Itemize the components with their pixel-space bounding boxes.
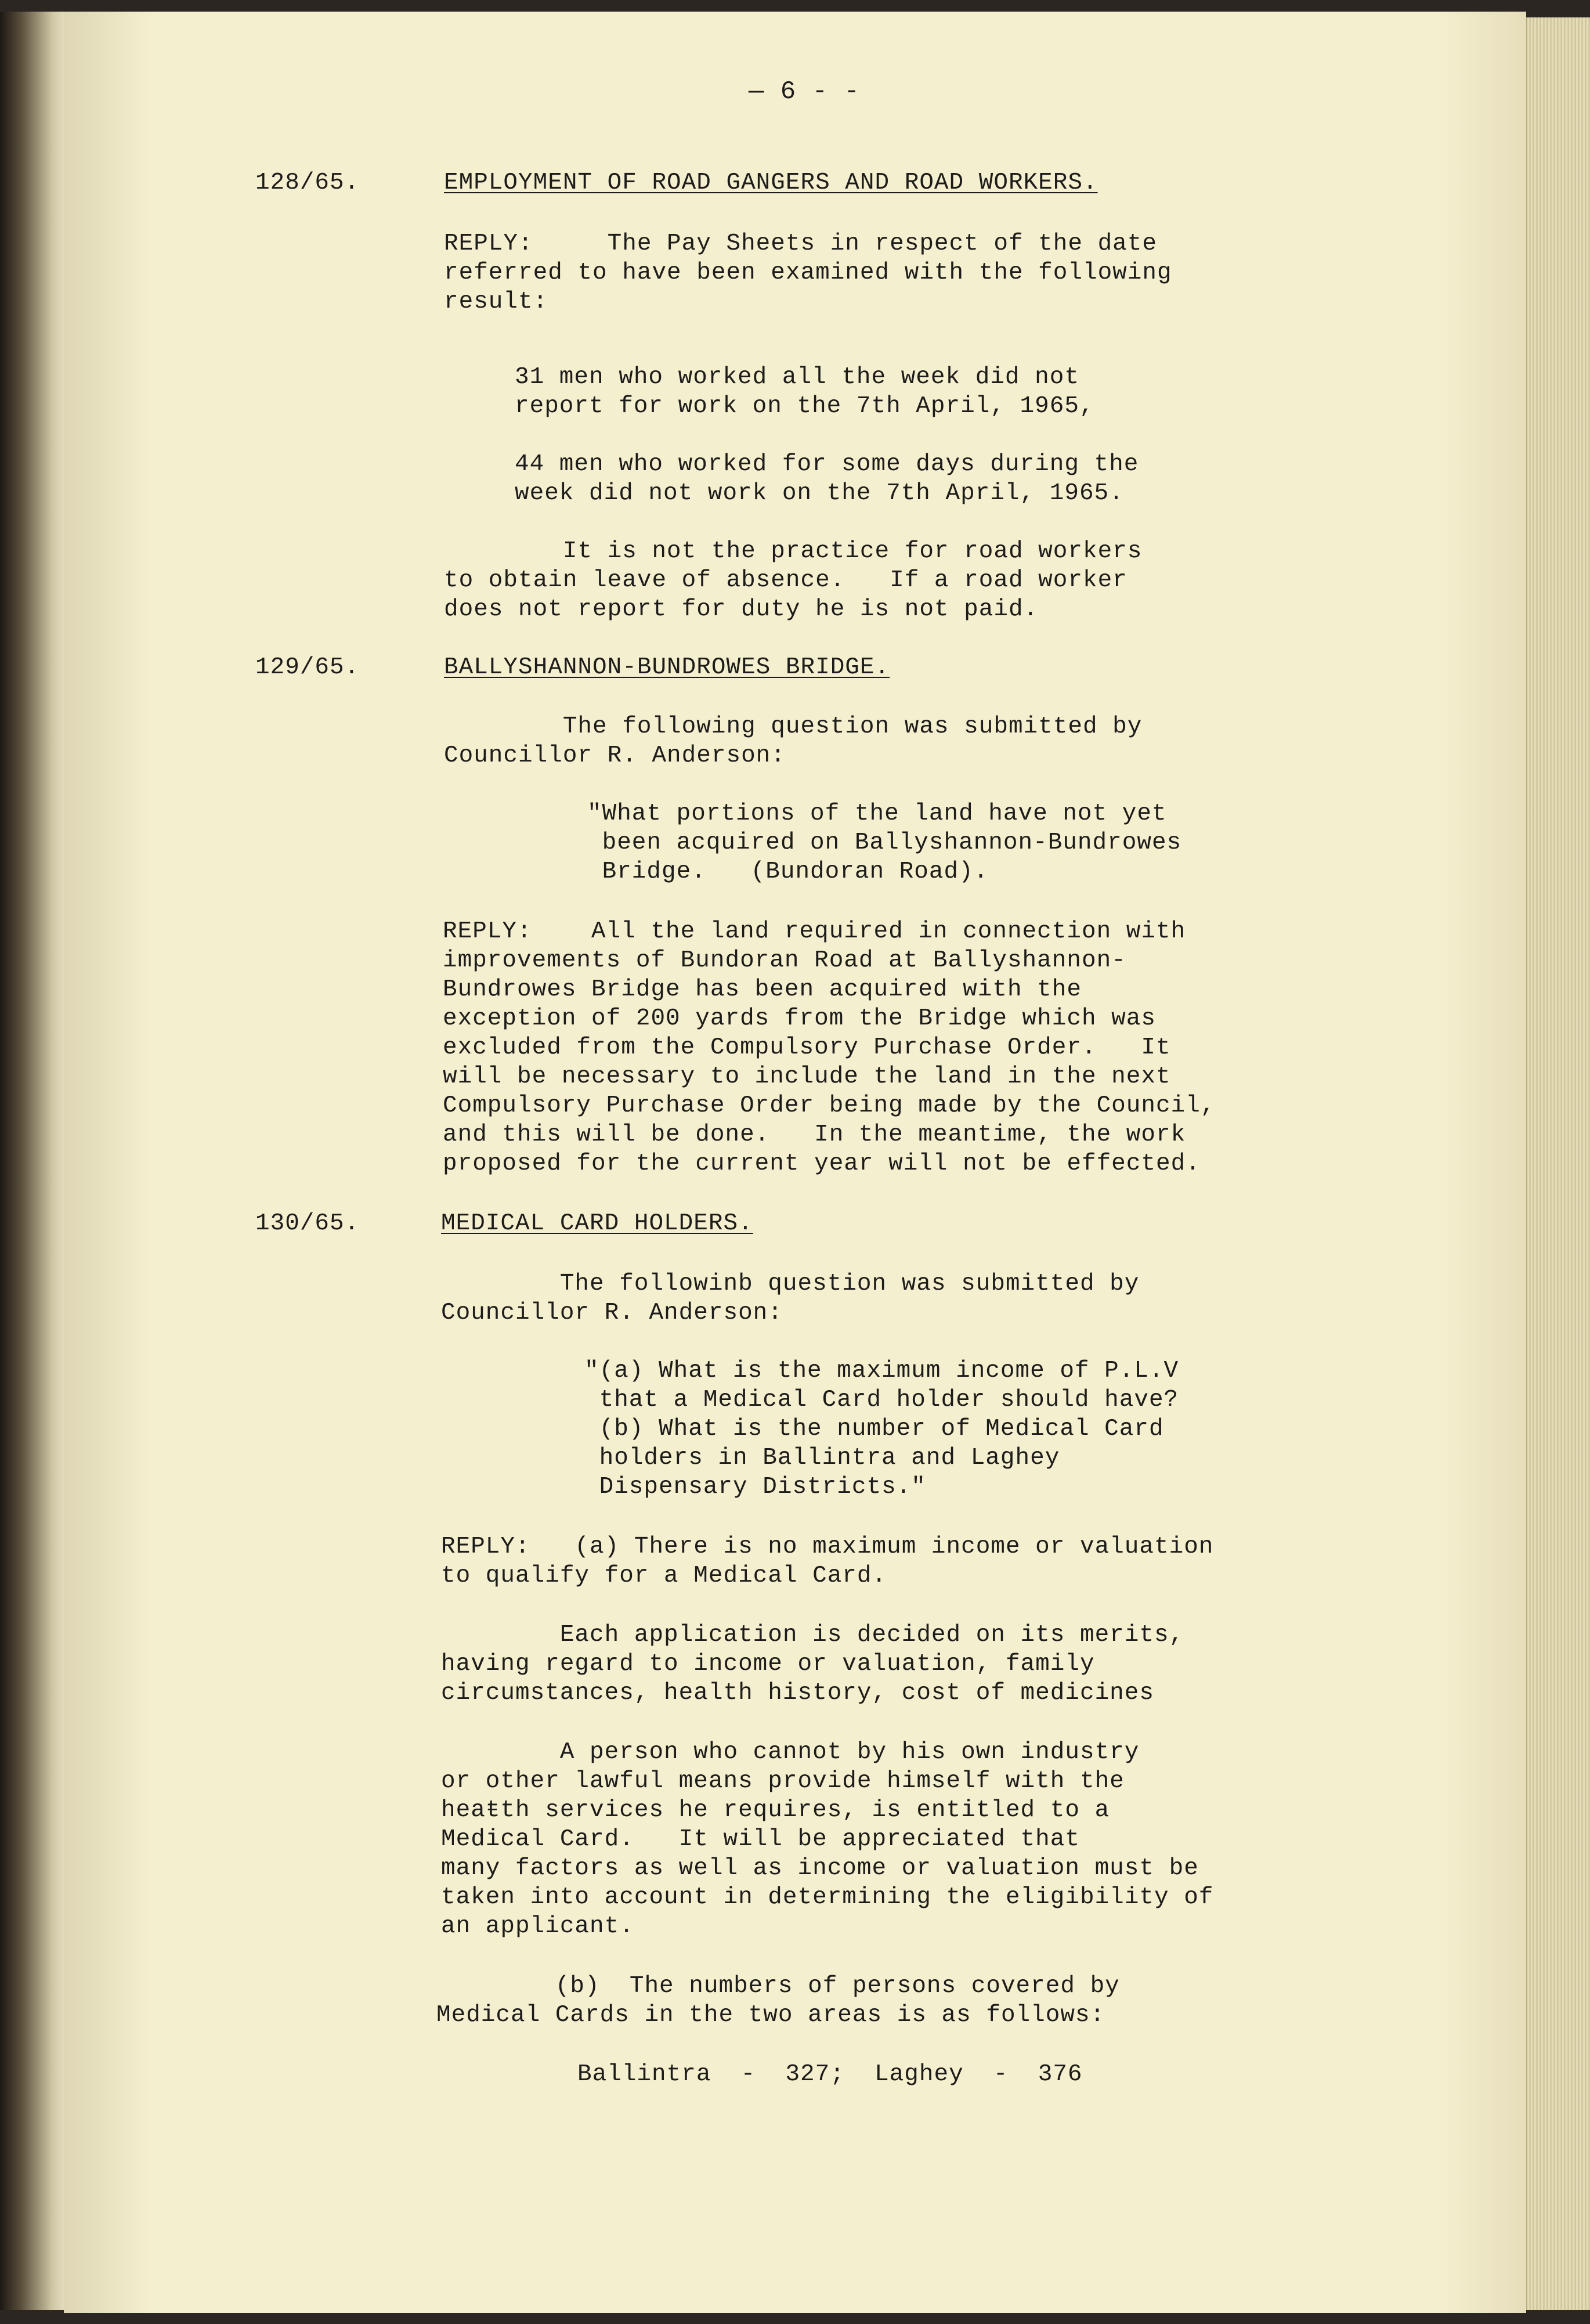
- paragraph-line: many factors as well as income or valuation must be: [441, 1855, 1199, 1882]
- finding-line: 44 men who worked for some days during the: [515, 451, 1139, 478]
- paragraph-line: or other lawful means provide himself with the: [441, 1768, 1125, 1795]
- item-heading: BALLYSHANNON-BUNDROWES BRIDGE.: [444, 654, 890, 681]
- reply-line: to qualify for a Medical Card.: [441, 1562, 887, 1589]
- finding-line: report for work on the 7th April, 1965,: [515, 393, 1094, 420]
- page-number: — 6 - -: [749, 77, 860, 106]
- question-line: "What portions of the land have not yet: [587, 800, 1167, 827]
- paragraph-line: Councillor R. Anderson:: [444, 742, 786, 769]
- paragraph-line: does not report for duty he is not paid.: [444, 596, 1039, 623]
- paragraph-line: heaŧth services he requires, is entitled to a: [441, 1797, 1110, 1824]
- paragraph-line: The followinb question was submitted by: [441, 1271, 1140, 1297]
- reply-line: result:: [444, 288, 548, 315]
- reply-line: improvements of Bundoran Road at Ballyshannon-: [443, 947, 1126, 974]
- item-number: 128/65.: [255, 169, 360, 196]
- paragraph-line: having regard to income or valuation, family: [441, 1651, 1095, 1677]
- item-number: 130/65.: [255, 1210, 360, 1237]
- paragraph-line: It is not the practice for road workers: [444, 538, 1143, 565]
- paragraph-line: A person who cannot by his own industry: [441, 1739, 1140, 1766]
- question-line: "(a) What is the maximum income of P.L.V: [584, 1358, 1179, 1384]
- item-heading: MEDICAL CARD HOLDERS.: [441, 1210, 753, 1237]
- question-line: been acquired on Ballyshannon-Bundrowes: [587, 829, 1182, 856]
- paragraph-line: circumstances, health history, cost of medicines: [441, 1680, 1154, 1706]
- paragraph-line: taken into account in determining the eligibility of: [441, 1884, 1214, 1911]
- reply-line: REPLY: (a) There is no maximum income or valuation: [441, 1533, 1214, 1560]
- reply-line: will be necessary to include the land in the next: [443, 1063, 1171, 1090]
- reply-line: Bundrowes Bridge has been acquired with the: [443, 976, 1082, 1003]
- question-line: (b) What is the number of Medical Card: [584, 1416, 1164, 1442]
- question-line: Dispensary Districts.": [584, 1474, 926, 1500]
- question-line: that a Medical Card holder should have?: [584, 1387, 1179, 1413]
- paragraph-line: Councillor R. Anderson:: [441, 1300, 783, 1326]
- paragraph-line: The following question was submitted by: [444, 713, 1143, 740]
- finding-line: week did not work on the 7th April, 1965.: [515, 480, 1124, 507]
- reply-line: referred to have been examined with the following: [444, 259, 1172, 286]
- paragraph-line: an applicant.: [441, 1913, 634, 1940]
- item-number: 129/65.: [255, 654, 360, 681]
- finding-line: 31 men who worked all the week did not: [515, 364, 1079, 391]
- reply-line: REPLY: All the land required in connection with: [443, 918, 1186, 945]
- paragraph-line: Each application is decided on its merits,: [441, 1622, 1184, 1648]
- reply-line: proposed for the current year will not be effected.: [443, 1150, 1201, 1177]
- book-gutter: [0, 12, 70, 2310]
- paragraph-line: Medical Cards in the two areas is as follows:: [436, 2002, 1105, 2029]
- question-line: holders in Ballintra and Laghey: [584, 1445, 1060, 1471]
- reply-line: Compulsory Purchase Order being made by the Council,: [443, 1092, 1216, 1119]
- reply-line: excluded from the Compulsory Purchase Order. It: [443, 1034, 1171, 1061]
- page-edges: [1526, 17, 1590, 2310]
- reply-line: exception of 200 yards from the Bridge which was: [443, 1005, 1156, 1032]
- paragraph-line: Medical Card. It will be appreciated that: [441, 1826, 1080, 1853]
- reply-line: REPLY: The Pay Sheets in respect of the date: [444, 230, 1157, 257]
- totals-line: Ballintra - 327; Laghey - 376: [577, 2061, 1083, 2088]
- reply-line: and this will be done. In the meantime, the work: [443, 1121, 1186, 1148]
- item-heading: EMPLOYMENT OF ROAD GANGERS AND ROAD WORKERS.: [444, 169, 1098, 196]
- question-line: Bridge. (Bundoran Road).: [587, 858, 989, 885]
- paragraph-line: to obtain leave of absence. If a road worker: [444, 567, 1128, 594]
- paragraph-line: (b) The numbers of persons covered by: [436, 1973, 1120, 2000]
